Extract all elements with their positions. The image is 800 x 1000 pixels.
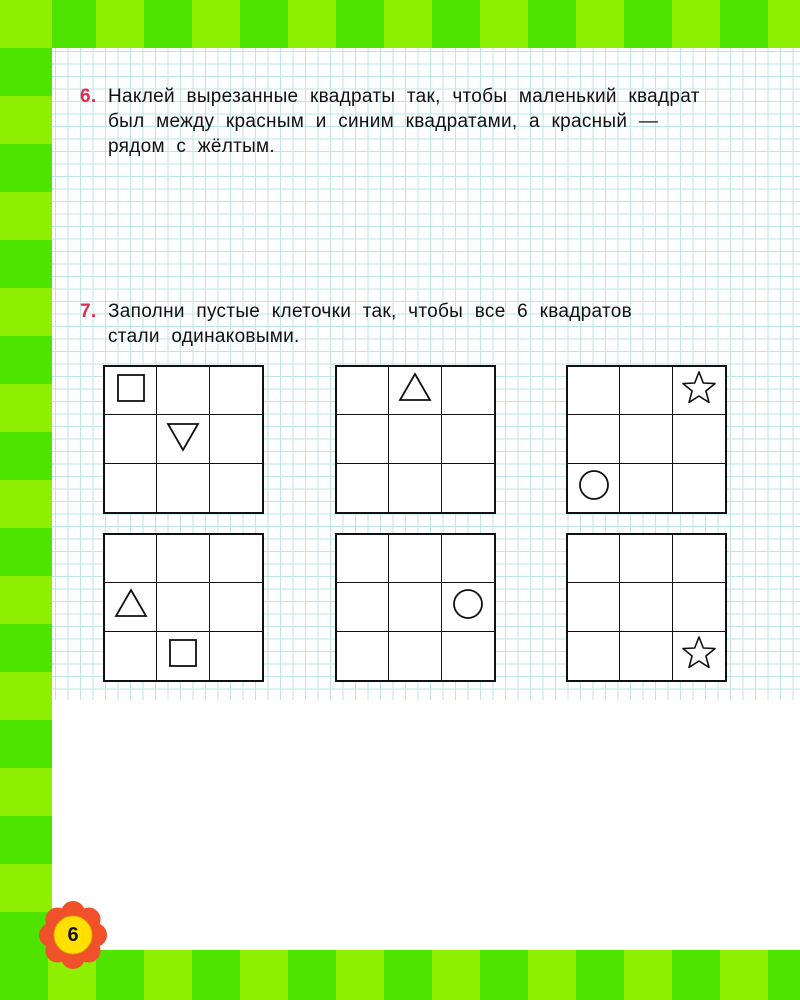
task-number: 6. [80, 86, 97, 107]
board-cell [210, 367, 262, 415]
circle-icon [451, 587, 485, 626]
board-cell [210, 583, 262, 631]
task-text-line: стали одинаковыми. [108, 326, 300, 347]
board-cell [105, 415, 157, 463]
board-cell [673, 583, 725, 631]
board-cell [389, 583, 441, 631]
page-number-badge [38, 900, 108, 970]
triangle-down-icon [166, 419, 200, 458]
star-icon [682, 371, 716, 410]
task-text-line: был между красным и синим квадратами, а красный — [108, 111, 659, 132]
board-cell [442, 415, 494, 463]
board-cell [157, 415, 209, 463]
board-cell [389, 535, 441, 583]
task-text [108, 84, 700, 159]
puzzle-board [566, 365, 727, 514]
puzzle-board [335, 365, 496, 514]
board-cell [337, 367, 389, 415]
board-cell [210, 464, 262, 512]
board-cell [620, 415, 672, 463]
board-cell [105, 535, 157, 583]
triangle-icon [398, 371, 432, 410]
top-border-stripes [0, 0, 800, 48]
board-cell [442, 583, 494, 631]
puzzle-board [335, 533, 496, 682]
task-text-line: рядом с жёлтым. [108, 136, 275, 157]
board-cell [568, 415, 620, 463]
square-icon [114, 371, 148, 410]
board-cell [673, 632, 725, 680]
board-cell [620, 367, 672, 415]
board-cell [157, 464, 209, 512]
board-cell [337, 415, 389, 463]
puzzle-board [103, 533, 264, 682]
board-cell [568, 464, 620, 512]
board-cell [389, 367, 441, 415]
board-cell [210, 415, 262, 463]
board-cell [620, 464, 672, 512]
board-cell [389, 415, 441, 463]
board-cell [389, 632, 441, 680]
board-cell [568, 632, 620, 680]
board-cell [442, 632, 494, 680]
board-cell [568, 535, 620, 583]
task-text [108, 299, 632, 349]
board-cell [337, 535, 389, 583]
left-border-stripes [0, 0, 52, 1000]
board-cell [337, 632, 389, 680]
board-cell [157, 535, 209, 583]
board-cell [442, 367, 494, 415]
board-cell [105, 583, 157, 631]
board-cell [673, 367, 725, 415]
board-cell [157, 367, 209, 415]
puzzle-board [103, 365, 264, 514]
board-cell [105, 632, 157, 680]
board-cell [620, 535, 672, 583]
task-text-line: Заполни пустые клеточки так, чтобы все 6 квадратов [108, 301, 633, 322]
board-cell [673, 535, 725, 583]
board-cell [673, 464, 725, 512]
board-cell [442, 464, 494, 512]
square-icon [166, 636, 200, 675]
board-cell [210, 535, 262, 583]
board-cell [620, 583, 672, 631]
task-text-line: Наклей вырезанные квадраты так, чтобы маленький квадрат [108, 86, 700, 107]
board-cell [673, 415, 725, 463]
star-icon [682, 636, 716, 675]
task-number: 7. [80, 301, 97, 322]
triangle-icon [114, 587, 148, 626]
board-cell [210, 632, 262, 680]
circle-icon [577, 468, 611, 507]
bottom-border-stripes [0, 950, 800, 1000]
board-cell [105, 464, 157, 512]
board-cell [568, 367, 620, 415]
board-cell [442, 535, 494, 583]
puzzle-board [566, 533, 727, 682]
board-cell [157, 632, 209, 680]
board-cell [337, 464, 389, 512]
board-cell [337, 583, 389, 631]
board-cell [620, 632, 672, 680]
board-cell [389, 464, 441, 512]
board-cell [105, 367, 157, 415]
page-number: 6 [67, 923, 79, 946]
board-cell [568, 583, 620, 631]
board-cell [157, 583, 209, 631]
